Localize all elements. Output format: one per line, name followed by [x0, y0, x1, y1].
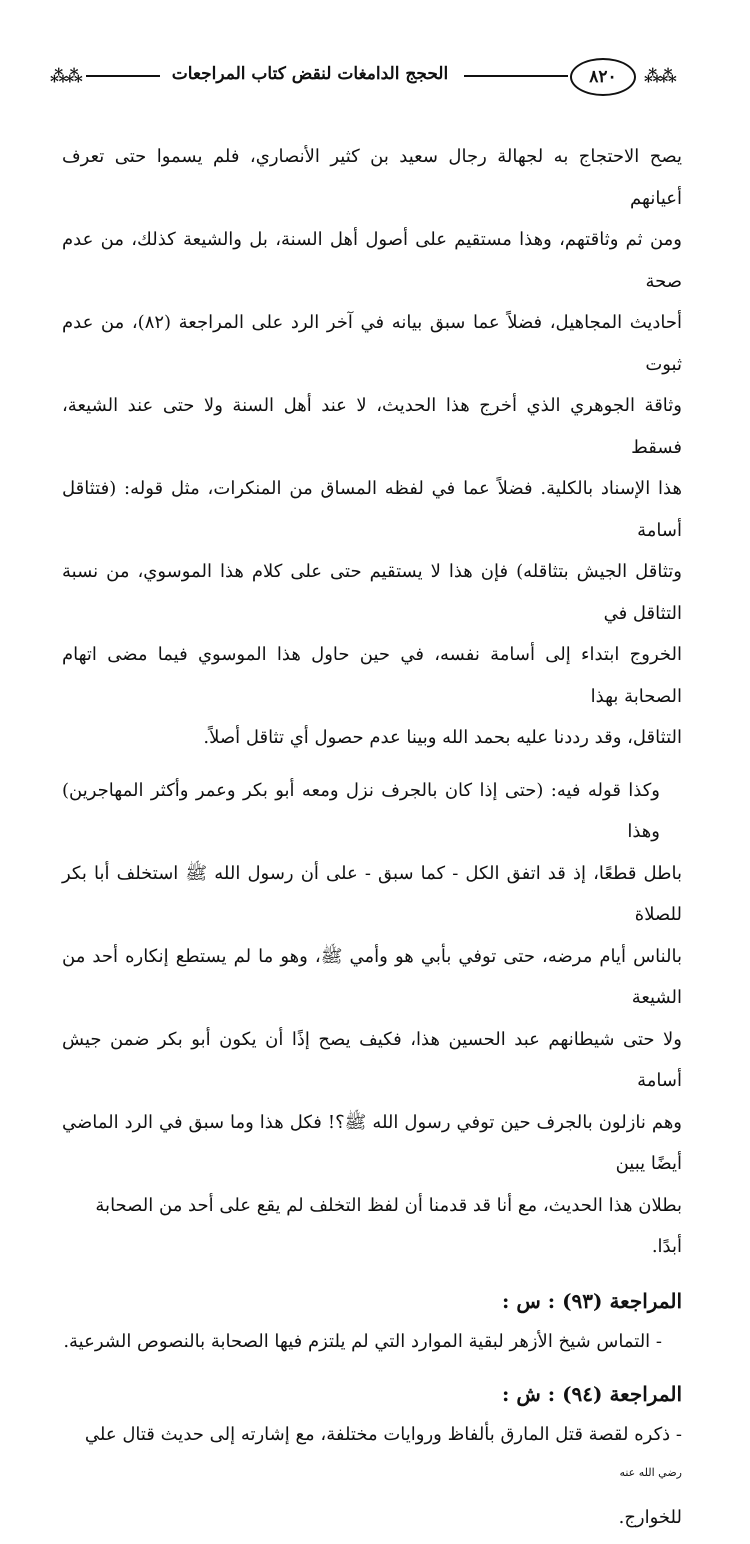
header-rule-left	[86, 75, 160, 77]
summary-item-continued: للخوارج.	[618, 1506, 682, 1528]
header-rule-middle	[464, 75, 568, 77]
summary-item	[62, 1416, 682, 1492]
text-line: وكذا قوله فيه: (حتى إذا كان بالجرف نزل ومعه أبو بكر وعمر وأكثر المهاجرين) وهذا	[62, 779, 660, 842]
summary-item: - التماس شيخ الأزهر لبقية الموارد التي لم يلتزم فيها الصحابة بالنصوص الشرعية.	[63, 1330, 662, 1352]
text-line: وتثاقل الجيش بتثاقله) فإن هذا لا يستقيم حتى على كلام هذا الموسوي، من نسبة التثاقل في	[62, 561, 682, 624]
summary-item-text: - ذكره لقصة قتل المارق بألفاظ وروايات مختلفة، مع إشارته إلى حديث قتال علي	[84, 1423, 682, 1445]
page-body	[62, 136, 682, 1544]
page-header	[50, 58, 700, 98]
text-line: هذا الإسناد بالكلية. فضلاً عما في لفظه المساق من المنكرات، مثل قوله: (فتثاقل أسامة	[62, 478, 682, 541]
page-number: ٨٢٠	[570, 58, 636, 96]
text-line: بطلان هذا الحديث، مع أنا قد قدمنا أن لفظ التخلف لم يقع على أحد من الصحابة أبدًا.	[95, 1194, 682, 1257]
text-line: باطل قطعًا، إذ قد اتفق الكل - كما سبق - على أن رسول الله ﷺ استخلف أبا بكر للصلاة	[62, 862, 682, 925]
text-line: ومن ثم وثاقتهم، وهذا مستقيم على أصول أهل السنة، بل والشيعة كذلك، من عدم صحة	[62, 229, 682, 292]
paragraph-1	[62, 136, 682, 759]
text-line: أحاديث المجاهيل، فضلاً عما سبق بيانه في آخر الرد على المراجعة (٨٢)، من عدم ثبوت	[62, 312, 683, 375]
running-title: الحجج الدامغات لنقض كتاب المراجعات	[171, 64, 449, 84]
honorific-symbol: رضي الله عنه	[619, 1465, 682, 1479]
section-heading-93: المراجعة (٩٣) : س :	[502, 1288, 682, 1313]
section-heading-94: المراجعة (٩٤) : ش :	[502, 1381, 682, 1406]
ornament-left-icon: ⁂⁂	[50, 67, 81, 87]
text-line: يصح الاحتجاج به لجهالة رجال سعيد بن كثير الأنصاري، فلم يسموا حتى تعرف أعيانهم	[62, 146, 682, 209]
text-line: بالناس أيام مرضه، حتى توفي بأبي هو وأمي ﷺ، وهو ما لم يستطع إنكاره أحد من الشيعة	[62, 945, 682, 1008]
text-line: وهم نازلون بالجرف حين توفي رسول الله ﷺ؟! فكل هذا وما سبق في الرد الماضي أيضًا يبين	[62, 1111, 682, 1174]
text-line: الخروج ابتداء إلى أسامة نفسه، في حين حاول هذا الموسوي فيما مضى اتهام الصحابة بهذا	[62, 644, 682, 707]
paragraph-2	[62, 770, 682, 1268]
text-line: التثاقل، وقد رددنا عليه بحمد الله وبينا عدم حصول أي تثاقل أصلاً.	[203, 727, 682, 748]
text-line: ولا حتى شيطانهم عبد الحسين هذا، فكيف يصح إذًا أن يكون أبو بكر ضمن جيش أسامة	[62, 1028, 682, 1091]
text-line: وثاقة الجوهري الذي أخرج هذا الحديث، لا عند أهل السنة ولا حتى عند الشيعة، فسقط	[62, 395, 682, 458]
ornament-right-icon: ⁂⁂	[644, 67, 675, 87]
